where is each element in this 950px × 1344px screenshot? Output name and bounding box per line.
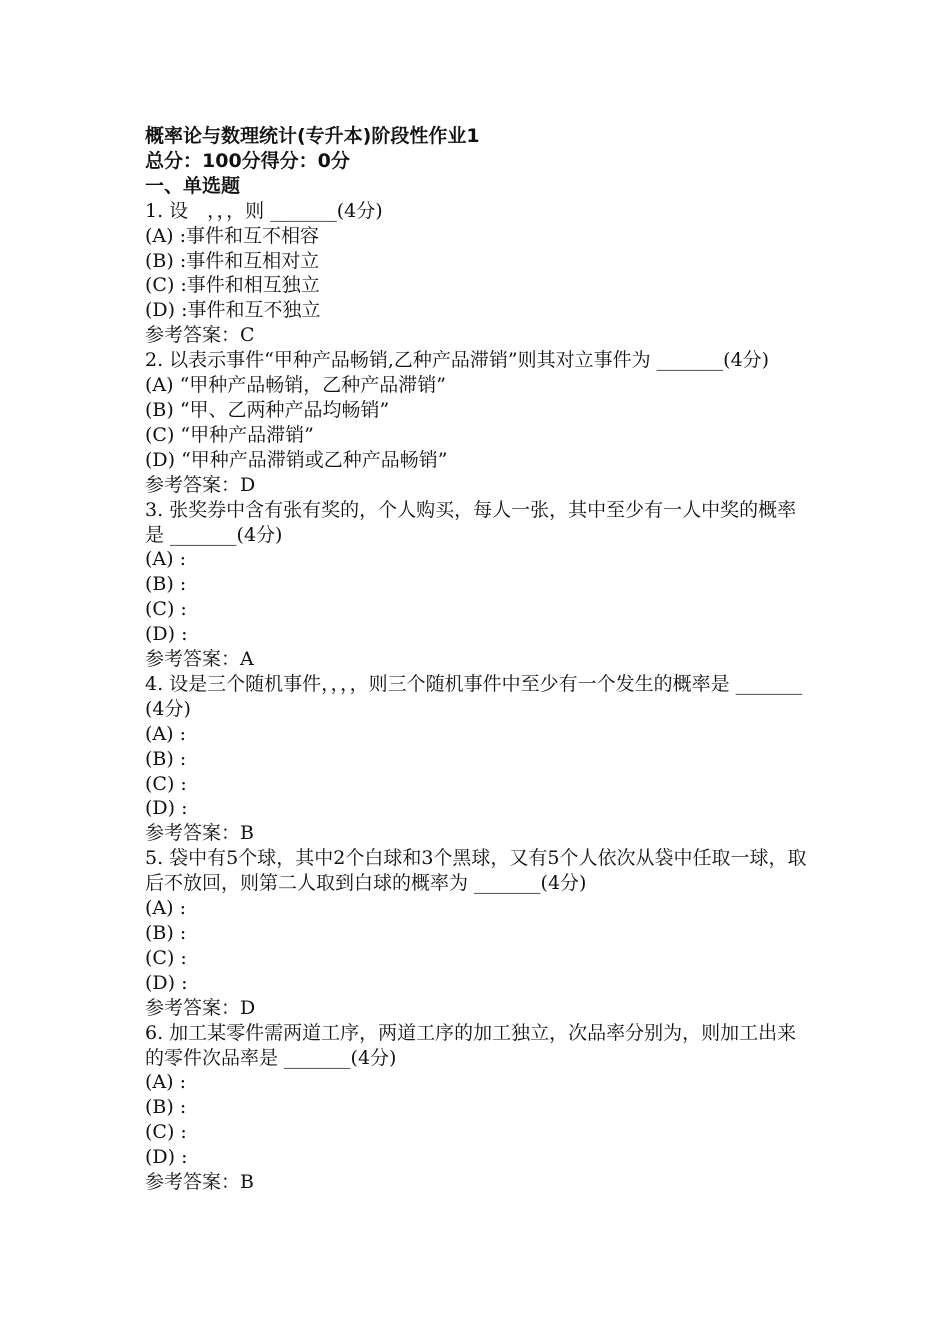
document-title: 概率论与数理统计(专升本)阶段性作业1 (145, 125, 480, 147)
question-stem: 5. 袋中有5个球，其中2个白球和3个黑球，又有5个人依次从袋中任取一球，取后不放回，则第二人取到白球的概率为 _______(4分) (145, 847, 807, 895)
reference-answer: 参考答案：D (145, 996, 256, 1019)
question-item (145, 1021, 815, 1195)
option-c: (C) : (145, 1121, 187, 1144)
question-list (145, 199, 815, 1195)
question-item (145, 498, 815, 672)
option-a: (A) :事件和互不相容 (145, 224, 319, 247)
option-b: (B) : (145, 922, 187, 944)
option-c: (C) “甲种产品滞销” (145, 423, 314, 446)
reference-answer: 参考答案：A (145, 648, 254, 671)
question-item (145, 199, 815, 348)
option-d: (D) : (145, 797, 188, 820)
score-line: 总分：100分得分：0分 (145, 149, 350, 172)
option-c: (C) : (145, 946, 187, 969)
option-a: (A) : (145, 897, 186, 920)
option-a: (A) : (145, 1071, 186, 1094)
question-stem: 6. 加工某零件需两道工序，两道工序的加工独立，次品率分别为，则加工出来的零件次品率是 _______(4分) (145, 1021, 797, 1069)
option-c: (C) : (145, 772, 187, 795)
option-b: (B) : (145, 1096, 187, 1119)
document-page (145, 124, 815, 1195)
question-item (145, 672, 815, 846)
question-item (145, 846, 815, 1020)
option-b: (B) : (145, 747, 187, 770)
question-stem: 3. 张奖券中含有张有奖的，个人购买，每人一张，其中至少有一人中奖的概率是 _______(4分) (145, 498, 797, 546)
question-stem: 1. 设 ，，，则 _______(4分) (145, 199, 383, 222)
option-b: (B) : (145, 573, 187, 596)
option-a: (A) : (145, 548, 186, 571)
question-stem: 2. 以表示事件“甲种产品畅销,乙种产品滞销”则其对立事件为 _______(4分) (145, 349, 770, 372)
question-item (145, 348, 815, 497)
question-stem: 4. 设是三个随机事件，，，，则三个随机事件中至少有一个发生的概率是 _______(4分) (145, 672, 803, 720)
option-a: (A) “甲种产品畅销，乙种产品滞销” (145, 374, 447, 397)
option-c: (C) : (145, 598, 187, 621)
section-heading: 一、单选题 (145, 174, 241, 197)
option-b: (B) :事件和互相对立 (145, 249, 320, 272)
option-d: (D) : (145, 971, 188, 994)
option-d: (D) “甲种产品滞销或乙种产品畅销” (145, 448, 448, 471)
option-d: (D) : (145, 1146, 188, 1169)
option-d: (D) : (145, 623, 188, 646)
option-c: (C) :事件和相互独立 (145, 274, 320, 297)
reference-answer: 参考答案：B (145, 822, 254, 845)
reference-answer: 参考答案：B (145, 1171, 254, 1194)
reference-answer: 参考答案：C (145, 324, 255, 347)
option-b: (B) “甲、乙两种产品均畅销” (145, 398, 390, 421)
option-d: (D) :事件和互不独立 (145, 299, 321, 322)
reference-answer: 参考答案：D (145, 473, 256, 496)
option-a: (A) : (145, 722, 186, 745)
